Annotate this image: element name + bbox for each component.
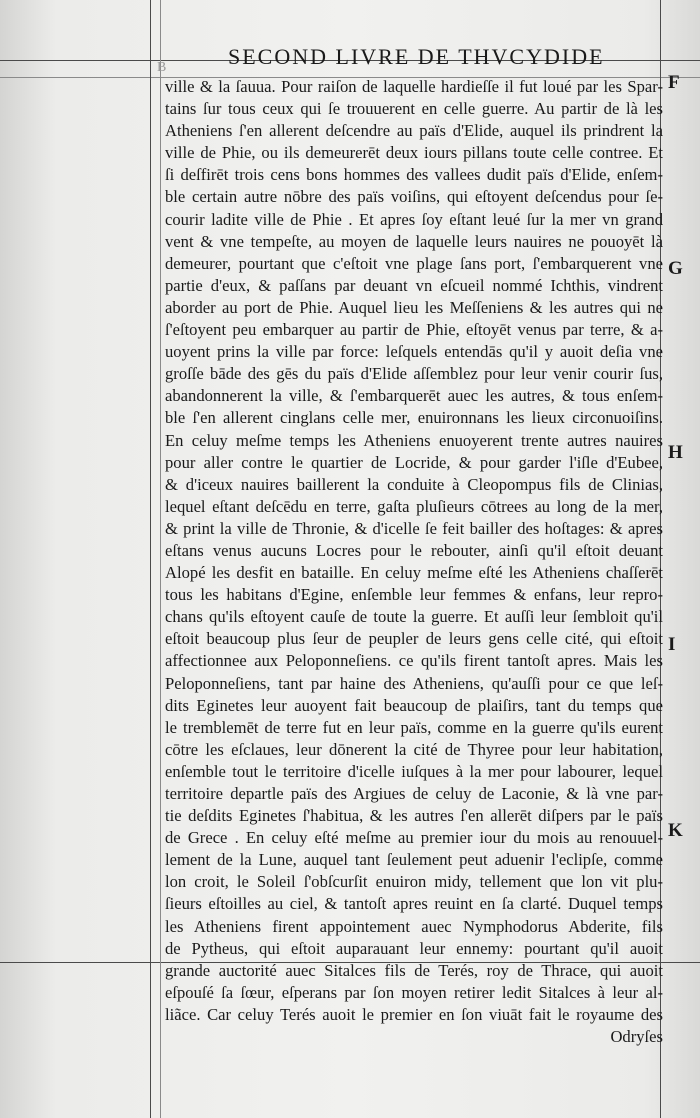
text-line: ville & la ſauua. Pour raiſon de laquelle hardieſſe il fut loué par les Spar- (165, 77, 663, 96)
left-margin-rule-inner (160, 0, 161, 1118)
margin-letter-g: G (668, 258, 683, 279)
text-line: liãce. Car celuy Terés auoit le premier en ſon viuāt fait le royaume des (165, 1004, 663, 1024)
text-line: aborder au port de Phie. Auquel lieu les Meſſeniens & les autres qui ne (165, 297, 663, 317)
text-line: abandonnerent la ville, & ſ'embarquerēt auec les autres, & tous enſem- (165, 386, 663, 406)
margin-letter-f: F (668, 72, 680, 93)
text-line: uoyent prins la ville par force: leſquels entendās qu'il y auoit deſia vne (165, 342, 663, 362)
text-line: tains ſur tous ceux qui ſe trouuerent en celle guerre. Au partir de là les (165, 99, 663, 119)
text-line: En celuy meſme temps les Atheniens enuoyerent trente autres nauires (165, 430, 663, 450)
left-margin-rule (150, 0, 151, 1118)
text-line: grande auctorité auec Sitalces fils de Terés, roy de Thrace, qui auoit (165, 960, 663, 980)
text-line: Atheniens ſ'en allerent deſcendre au païs d'Elide, auquel ils prindrent la (165, 121, 663, 141)
text-line: lequel eſtant deſcēdu en terre, gaſta pluſieurs cōtrees au long de la mer, (165, 496, 663, 516)
text-line: ble ſ'en allerent cinglans celle mer, enuironnans les lieux circonuoiſins. (165, 408, 663, 428)
text-line: le tremblemēt de terre fut en leur païs, comme en la guerre qu'ils eurent (165, 717, 663, 737)
text-line: demeurer, pourtant que c'eſtoit vne plage ſans port, ſ'embarquerent vne (165, 253, 663, 273)
margin-letter-h: H (668, 442, 683, 463)
text-line: dits Eginetes leur auoyent fait beaucoup de plaiſirs, tant du temps que (165, 695, 663, 715)
text-line: Alopé les desfit en bataille. En celuy meſme eſté les Atheniens chaſſerēt (165, 563, 663, 583)
text-line: ville de Phie, ou ils demeurerēt deux iours pillans toute celle contree. Et (165, 143, 663, 163)
text-line: tous les habitans d'Egine, enſemble leur femmes & enfans, leur repro- (165, 585, 663, 605)
text-line: chans qu'ils eſtoyent cauſe de toute la guerre. Et auſſi leur ſembloit qu'il (165, 607, 663, 627)
text-line: groſſe bāde des gēs du païs d'Elide aſſemblez pour leur venir courir ſus, (165, 364, 663, 384)
text-line: courir ladite ville de Phie . Et apres ſoy eſtant leué ſur la mer vn grand (165, 209, 663, 229)
text-line: enſemble tout le territoire d'icelle iuſques à la mer pour labourer, lequel (165, 761, 663, 781)
text-line: ble certain autre nōbre des païs voiſins, qui eſtoyent deſcendus pour ſe- (165, 187, 663, 207)
running-head: SECOND LIVRE DE THVCYDIDE (228, 44, 605, 69)
text-line: territoire departle païs des Argiues de celuy de Laconie, & là vne par- (165, 784, 663, 803)
text-line: ſ'eſtoyent peu embarquer au partir de Phie, eſtoyēt venus par terre, & a- (165, 320, 663, 340)
text-line: eſpouſé ſa ſœur, eſperans par ſon moyen retirer ledit Sitalces à leur al- (165, 982, 663, 1002)
text-line: partie d'eux, & paſſans par deuant vn eſcueil nommé Ichthis, vindrent (165, 275, 663, 295)
margin-letter-k: K (668, 820, 683, 841)
text-line: vent & vne tempeſte, au moyen de laquelle leurs nauires ne pouoyēt là (165, 231, 663, 251)
text-line: cōtre les eſclaues, leur dōnerent la cité de Thyree pour leur habitation, (165, 739, 663, 759)
text-line: & d'iceux nauires baillerent la conduite à Cleopompus fils de Clinias, (165, 474, 663, 494)
text-line: de Grece . En celuy eſté meſme au premier iour du mois au renouuel- (165, 828, 663, 848)
text-line: ſi deſfirēt trois cens bons hommes des vallees dudit païs d'Elide, enſem- (165, 165, 663, 185)
text-line: ſieurs eſtoilles au ciel, & tantoſt apres reuint en ſa clarté. Duquel temps (165, 894, 663, 914)
text-line: lement de la Lune, auquel tant ſeulement peut aduenir l'eclipſe, comme (165, 850, 663, 870)
text-line: de Pytheus, qui eſtoit auparauant leur ennemy: pourtant qu'il auoit (165, 938, 663, 958)
text-line: pour aller contre le quartier de Locride, & pour garder l'iſle d'Eubee, (165, 452, 663, 472)
text-line: eſtans venus aucuns Locres pour le rebouter, ainſi qu'il eſtoit deuant (165, 540, 663, 560)
body-text (165, 76, 663, 1048)
text-line: Peloponneſiens, tant par haine des Atheniens, qu'auſſi pour ce que leſ- (165, 673, 663, 693)
text-line: tie deſdits Eginetes ſ'habitua, & les autres ſ'en allerēt diſpers par le païs (165, 806, 663, 826)
catchword: Odryſes (610, 1027, 663, 1047)
text-line: lon croit, le Soleil ſ'obſcurſit enuiron midy, tellement que lon vit plu- (165, 872, 663, 892)
margin-letter-i: I (668, 634, 676, 655)
text-line: les Atheniens firent appointement auec Nymphodorus Abderite, fils (165, 916, 663, 936)
text-line: eſtoit beaucoup plus ſeur de peupler de leurs gens celle cité, qui eſtoit (165, 629, 663, 649)
corner-mark: B (157, 60, 167, 75)
text-line: affectionnee aux Peloponneſiens. ce qu'ils firent tantoſt apres. Mais les (165, 651, 663, 671)
text-line: & print la ville de Thronie, & d'icelle ſe feit bailler des hoſtages: & apres (165, 518, 663, 538)
